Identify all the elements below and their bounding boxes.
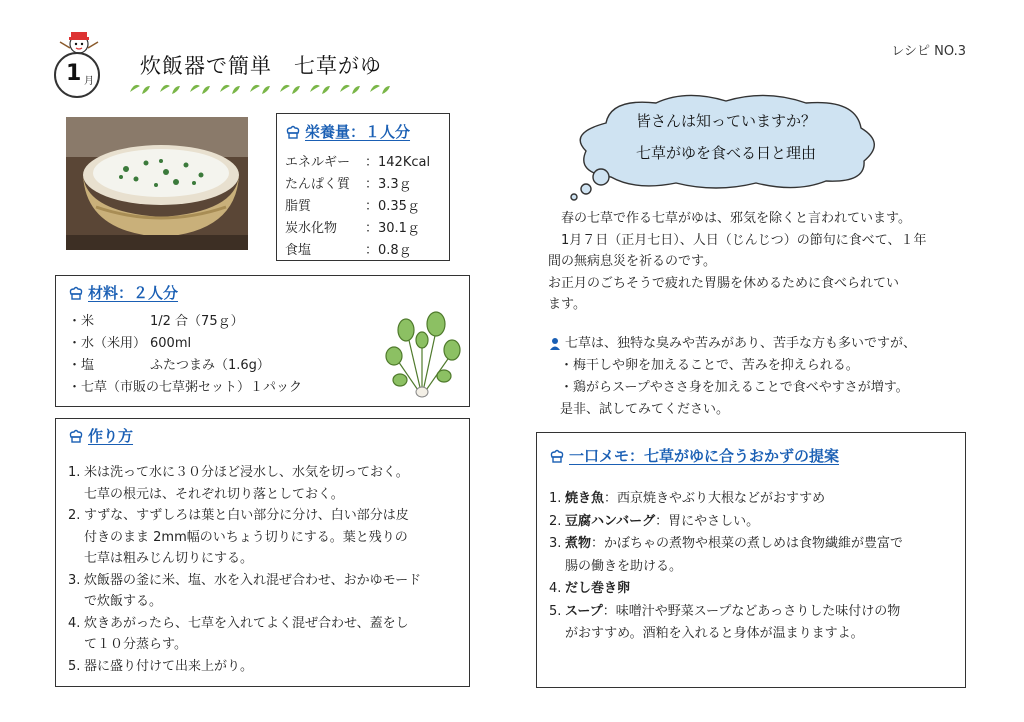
nutrition-value: ：30.1ｇ (365, 221, 420, 236)
method-step (68, 656, 457, 678)
nutrition-title (285, 121, 441, 142)
intro-paragraph (548, 208, 978, 316)
intro-line: ます。 (548, 297, 586, 312)
seven-herbs-illustration (378, 306, 466, 400)
step-line: て１０分蒸らす。 (84, 637, 187, 652)
step-line: 器に盛り付けて出来上がり。 (84, 658, 254, 674)
chef-hat-icon (549, 448, 565, 464)
person-icon (548, 337, 562, 351)
nutrition-row (285, 218, 441, 240)
method-title (68, 425, 457, 446)
ingredient-name: ・塩 (68, 358, 95, 373)
step-number: 1. (68, 465, 81, 480)
tips-bullet: ・鶏がらスープやささ身を加えることで食べやすさが増す。 (560, 380, 909, 395)
ingredient-amount: 600ml (150, 336, 192, 351)
memo-dish: 煮物 (565, 536, 592, 551)
recipe-title: 炊飯器で簡単 七草がゆ (140, 54, 382, 78)
ingredient-amount: ふたつまみ（1.6g） (150, 358, 270, 373)
tips-lead: 七草は、独特な臭みや苦みがあり、苦手な方も多いですが、 (565, 336, 917, 351)
memo-number: 2. (549, 513, 562, 529)
nutrition-title-text: 栄養量：１人分 (305, 123, 411, 141)
step-line: 米は洗って水に３０分ほど浸水し、水気を切っておく。 (84, 465, 409, 480)
nutrition-row (285, 240, 441, 262)
memo-dish: 焼き魚 (565, 491, 605, 506)
ingredient-name: ・米 (68, 314, 95, 329)
memo-text: ：胃にやさしい。 (655, 513, 760, 529)
intro-line: 春の七草で作る七草がゆは、邪気を除くと言われています。 (548, 211, 911, 226)
step-line: 炊飯器の釜に米、塩、水を入れ混ぜ合わせ、おかゆモード (84, 572, 422, 588)
step-number: 3. (68, 572, 81, 588)
month-circle (54, 52, 100, 98)
nutrition-label: 炭水化物 (285, 221, 338, 236)
step-number: 5. (68, 658, 81, 674)
memo-number: 5. (549, 603, 562, 619)
chef-hat-icon (68, 285, 84, 301)
method-box (55, 418, 470, 687)
nutrition-value: ：0.8ｇ (365, 243, 412, 258)
memo-number: 4. (549, 581, 562, 596)
nutrition-row (285, 152, 441, 174)
step-line: 七草は粗みじん切りにする。 (84, 551, 254, 566)
ingredients-title (68, 282, 457, 303)
memo-text: ：かぼちゃの煮物や根菜の煮しめは食物繊維が豊富で (591, 536, 904, 551)
memo-item (549, 601, 953, 646)
memo-title (549, 445, 953, 466)
memo-dish: 豆腐ハンバーグ (565, 513, 656, 529)
memo-number: 3. (549, 536, 562, 551)
cloud-line-1: 皆さんは知っていますか？ (635, 112, 816, 130)
nutrition-row (285, 174, 441, 196)
method-step (68, 462, 457, 505)
nutrition-value: ：0.35ｇ (365, 199, 420, 214)
month-number: 1 (66, 61, 82, 86)
memo-text: 腸の働きを助ける。 (565, 558, 683, 574)
nutrition-row (285, 196, 441, 218)
month-badge (50, 30, 108, 96)
tips-closing: 是非、試してみてください。 (560, 402, 730, 417)
ingredients-box (55, 275, 470, 407)
memo-item (549, 488, 953, 511)
intro-line: 1月７日（正月七日）、人日（じんじつ）の節句に食べて、１年 (548, 232, 927, 248)
step-line: 付きのまま 2mm幅のいちょう切りにする。葉と残りの (84, 529, 408, 545)
porridge-photo (66, 117, 248, 250)
ingredient-amount: 1/2 合（75ｇ） (150, 314, 244, 329)
nutrition-label: エネルギー (285, 155, 351, 170)
method-step (68, 505, 457, 570)
memo-title-text: 一口メモ：七草がゆに合うおかずの提案 (569, 447, 840, 465)
memo-text: ：西京焼きやぶり大根などがおすすめ (604, 491, 826, 506)
chef-hat-icon (68, 428, 84, 444)
method-title-text: 作り方 (88, 427, 134, 445)
intro-line: お正月のごちそうで疲れた胃腸を休めるために食べられてい (548, 275, 900, 291)
tips-bullet: ・梅干しや卵を加えることで、苦みを抑えられる。 (560, 358, 859, 373)
tips-section (548, 333, 978, 421)
memo-dish: スープ (565, 603, 603, 619)
nutrition-label: たんぱく質 (285, 177, 351, 192)
herb-decoration-row (126, 78, 406, 98)
step-number: 2. (68, 508, 81, 523)
nutrition-value: ：3.3ｇ (365, 177, 412, 192)
step-line: で炊飯する。 (84, 594, 163, 609)
ingredients-title-text: 材料：２人分 (88, 284, 179, 302)
step-line: 七草の根元は、それぞれ切り落としておく。 (84, 486, 344, 502)
nutrition-label: 食塩 (285, 243, 312, 258)
ingredient-name: ・水（米用） (68, 336, 147, 351)
nutrition-value: ：142Kcal (365, 155, 431, 170)
memo-text: がおすすめ。酒粕を入れると身体が温まりますよ。 (565, 626, 864, 641)
step-number: 4. (68, 615, 81, 631)
cloud-line-2: 七草がゆを食べる日と理由 (635, 144, 816, 162)
memo-list (549, 488, 953, 646)
memo-number: 1. (549, 491, 562, 506)
nutrition-box (276, 113, 450, 261)
method-steps (68, 462, 457, 677)
memo-text: ：味噌汁や野菜スープなどあっさりした味付けの物 (602, 603, 901, 619)
nutrition-label: 脂質 (285, 199, 312, 214)
ingredient-name: ・七草（市販の七草粥セット）１パック (68, 380, 303, 395)
method-step (68, 570, 457, 613)
recipe-number: レシピ NO.3 (891, 44, 966, 59)
memo-box (536, 432, 966, 688)
month-unit: 月 (84, 76, 94, 87)
intro-line: 間の無病息災を祈るのです。 (548, 254, 716, 269)
chef-hat-icon (285, 124, 301, 140)
step-line: 炊きあがったら、七草を入れてよく混ぜ合わせ、蓋をし (84, 615, 409, 631)
method-step (68, 613, 457, 656)
step-line: すずな、すずしろは葉と白い部分に分け、白い部分は皮 (84, 508, 409, 523)
memo-item (549, 533, 953, 578)
memo-dish: だし巻き卵 (565, 581, 631, 596)
memo-item (549, 511, 953, 534)
memo-item (549, 578, 953, 601)
